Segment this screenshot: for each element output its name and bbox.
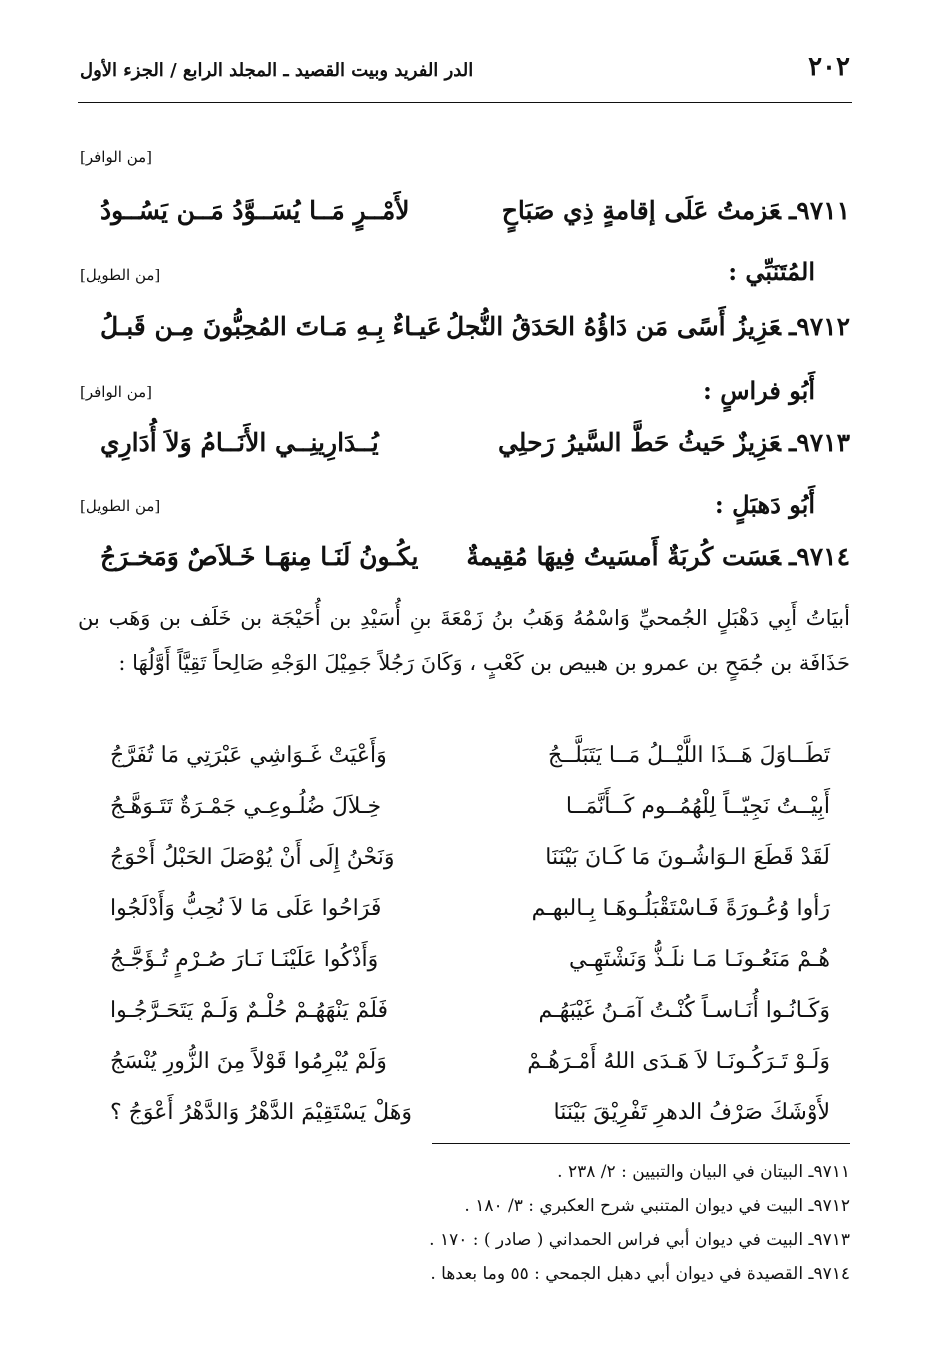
header-rule [78,102,852,103]
right-hemistich-text: عَسَت كُربَةٌ أَمسَيتُ فِيهَا مُقِيمةٌ [466,542,781,571]
verse-meter: [من الوافر] [80,148,153,166]
poem-right-hemistich: أَبِيْــتُ نَجِيّــاً لِلْهُمُــوم كَــأَنَّمَــا [565,794,830,819]
right-hemistich-text: عَزمتُ عَلَى إقامةٍ ذِي صَبَاحٍ [501,196,781,225]
verse-number: ٩٧١٢ـ [788,312,850,341]
poem-row [110,1049,830,1100]
poem [110,743,830,1151]
verse-line [100,428,850,468]
footnote: ٩٧١٢ـ البيت في ديوان المتنبي شرح العكبري : ٣/ ١٨٠ . [464,1196,850,1216]
poem-row [110,743,830,794]
footnote: ٩٧١٤ـ القصيدة في ديوان أبي دهبل الجمحي : ٥٥ وما بعدها . [430,1264,850,1284]
verse-number: ٩٧١٤ـ [788,542,850,571]
poem-row [110,845,830,896]
poem-row [110,896,830,947]
poem-left-hemistich: فَرَاحُوا عَلَى مَا لاَ نُحِبُّ وَأَدْلَجُوا [110,896,382,921]
poem-right-hemistich: رَأوا وُعُـورَةً فَـاسْتَقْبَلُـوهَـا بِـالبهـم [531,896,830,921]
poem-left-hemistich: فَلَمْ يَنْهَهُـمْ حُلْـمٌ وَلَـمْ يَتَحَـرَّجُـوا [110,998,388,1023]
left-hemistich: يُــدَارِينِــي الأَنَــامُ وَلاَ أُدَارِي [100,428,379,457]
footnotes [429,1162,850,1298]
verse-number: ٩٧١٣ـ [788,428,850,457]
verse-number: ٩٧١١ـ [788,196,850,225]
poem-row [110,998,830,1049]
poem-left-hemistich: خِـلاَلَ ضُلُـوعِـي جَمْـرَةٌ تَتَـوَهَّـجُ [110,794,382,819]
poet-name: أَبُو فراسٍ : [703,376,815,405]
poem-right-hemistich: هُـمْ مَنَعُـونَـا مَـا نلَـذُّ وَنَشْتَهِـي [568,947,830,972]
poem-left-hemistich: وَأَذْكُوا عَلَيْنَـا نَـارَ صُـرْمٍ تُـؤَجَّـجُ [110,947,379,972]
footnote: ٩٧١١ـ البيتان في البيان والتبيين : ٢/ ٢٣٨ . [557,1162,850,1182]
poem-right-hemistich: وَلَـوْ تَـرَكُـونَـا لاَ هَـدَى اللهُ أَمْـرَهُـمْ [527,1049,830,1074]
poet-name: أَبُو دَهبَلٍ : [714,490,815,519]
right-hemistich [466,542,850,571]
poem-left-hemistich: وَلَمْ يُبْرِمُوا قَوْلاً مِنَ الزُّورِ يُنْسَجُ [110,1049,387,1074]
poem-left-hemistich: وَأَعْيَتْ غَـوَاشِي عَبْرَتِي مَا تُفَرَّجُ [110,743,387,768]
verse-meter: [من الطويل] [80,497,161,515]
right-hemistich-text: عَزِيزُ أَسًى مَن دَاؤُهُ الحَدَقُ النُّجلُ [446,312,781,341]
verse-line [100,542,850,582]
poem-left-hemistich: وَنَحْنُ إِلَى أَنْ يُوْصَلَ الحَبْلُ أَحْوَجُ [110,845,395,870]
right-hemistich [502,196,850,225]
poem-right-hemistich: لَقَدْ قَطَعَ الـوَاشُـونَ مَا كَـانَ بَيْنَنَا [545,845,830,870]
poem-row [110,947,830,998]
poem-row [110,794,830,845]
running-head: الدر الفريد وبيت القصيد ـ المجلد الرابع / الجزء الأول [80,60,474,81]
verse-line [100,196,850,236]
right-hemistich-text: عَزِيزٌ حَيثُ حَطَّ السَّيرُ رَحلِي [497,428,781,457]
right-hemistich [446,312,850,341]
poem-right-hemistich: تَطَــاوَلَ هَــذَا اللَّيْــلُ مَــا يَتَبَلَّــجُ [548,743,830,768]
prose-introduction: أبيَاتُ أَبِي دَهْبَلٍ الجُمحيِّ وَاسْمُهُ وَهَبُ بنُ زَمْعَةَ بنِ أُسَيْدِ بن أُحَيْجَة بن خَلَف بن وَهَب بن حَذَافَة بن جُمَحٍ بن عمرو بن هبيص بن كَعْبٍ ، وَكَانَ رَجُلاً جَمِيْلَ الوَجْهِ صَالِحاً تَقِيَّاً أَوَّلُهَا : [78,606,850,675]
footnote: ٩٧١٣ـ البيت في ديوان أبي فراس الحمداني ( صادر ) : ١٧٠ . [429,1230,850,1250]
verse-meter: [من الطويل] [80,266,161,284]
poem-right-hemistich: لأَوْشَكَ صَرْفُ الدهرِ تَفْرِيْقَ بَيْنَنَا [553,1100,830,1125]
verse-meter: [من الوافر] [80,383,153,401]
left-hemistich: يكُـونُ لَنَـا مِنهَـا خَـلاَصٌ وَمَخـرَجُ [100,542,419,571]
footnote-rule [432,1143,850,1144]
poet-name: المُتَنَبِّي : [728,257,815,286]
poem-right-hemistich: وَكَـانُـوا أُنَـاسـاً كُنْـتُ آمَـنُ غَيْبَهُـم [538,998,830,1023]
page-number: ٢٠٢ [808,52,850,82]
left-hemistich: لأَمْــرٍ مَــا يُسَــوَّدُ مَــن يَسُــودُ [100,196,410,225]
poem-left-hemistich: وَهَلْ يَسْتَقِيْمَ الدَّهْرُ وَالدَّهْرُ أَعْوَجُ ؟ [110,1100,412,1125]
right-hemistich [498,428,850,457]
verse-line [100,312,850,352]
left-hemistich: عَيـاءٌ بِـهِ مَـاتَ المُحِبُّونَ مِـن قَبـلُ [100,312,442,341]
